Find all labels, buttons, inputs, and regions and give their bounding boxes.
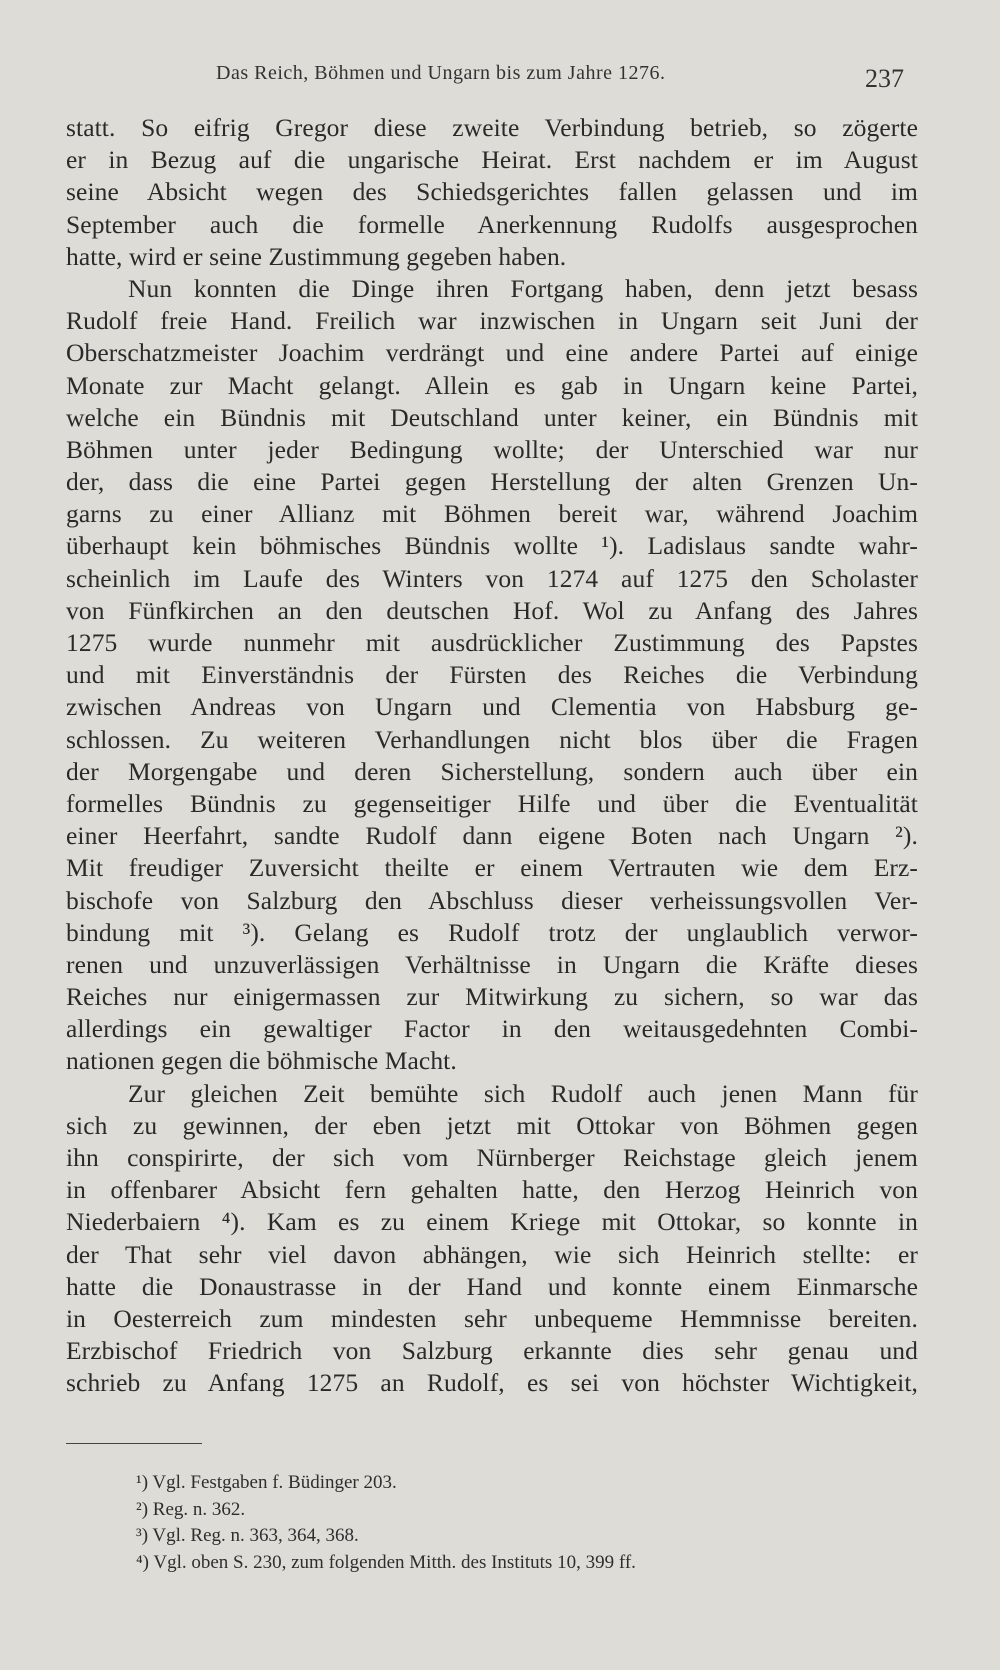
text-line: Nun konnten die Dinge ihren Fortgang haben, denn jetzt besass bbox=[128, 273, 918, 303]
text-line: bischofe von Salzburg den Abschluss dieser verheissungsvollen Ver- bbox=[66, 885, 918, 915]
page-number: 237 bbox=[865, 64, 904, 93]
text-line: zwischen Andreas von Ungarn und Clementia von Habsburg ge- bbox=[66, 692, 918, 722]
text-line: in offenbarer Absicht fern gehalten hatte, den Herzog Heinrich von bbox=[66, 1175, 918, 1205]
footnote-divider bbox=[66, 1443, 202, 1444]
footnote-1: ¹) Vgl. Festgaben f. Büdinger 203. bbox=[136, 1472, 397, 1493]
text-line: hatte die Donaustrasse in der Hand und konnte einem Einmarsche bbox=[66, 1271, 918, 1301]
text-line: einer Heerfahrt, sandte Rudolf dann eigene Boten nach Ungarn ²). bbox=[66, 821, 918, 851]
text-line: Zur gleichen Zeit bemühte sich Rudolf auch jenen Mann für bbox=[128, 1078, 918, 1108]
text-line: Rudolf freie Hand. Freilich war inzwischen in Ungarn seit Juni der bbox=[66, 306, 918, 336]
text-line: in Oesterreich zum mindesten sehr unbequeme Hemmnisse bereiten. bbox=[66, 1303, 918, 1333]
text-line: überhaupt kein böhmisches Bündnis wollte ¹). Ladislaus sandte wahr- bbox=[66, 531, 918, 561]
text-line: der, dass die eine Partei gegen Herstellung der alten Grenzen Un- bbox=[66, 467, 918, 497]
body-text bbox=[66, 112, 918, 1400]
text-line: statt. So eifrig Gregor diese zweite Verbindung betrieb, so zögerte bbox=[66, 113, 918, 142]
text-line: bindung mit ³). Gelang es Rudolf trotz der unglaublich verwor- bbox=[66, 917, 918, 947]
text-line: ihn conspirirte, der sich vom Nürnberger Reichstage gleich jenem bbox=[66, 1143, 918, 1172]
text-line: renen und unzuverlässigen Verhältnisse in Ungarn die Kräfte dieses bbox=[66, 949, 918, 979]
footnote-2: ²) Reg. n. 362. bbox=[136, 1498, 246, 1520]
page-header bbox=[66, 62, 918, 92]
text-line: der That sehr viel davon abhängen, wie sich Heinrich stellte: er bbox=[66, 1239, 918, 1269]
text-line: garns zu einer Allianz mit Böhmen bereit war, während Joachim bbox=[66, 499, 918, 529]
text-line: formelles Bündnis zu gegenseitiger Hilfe und über die Eventualität bbox=[66, 788, 918, 818]
text-line: seine Absicht wegen des Schiedsgerichtes fallen gelassen und im bbox=[66, 177, 918, 207]
text-line: Niederbaiern ⁴). Kam es zu einem Kriege mit Ottokar, so konnte in bbox=[66, 1207, 918, 1237]
text-line: er in Bezug auf die ungarische Heirat. Erst nachdem er im August bbox=[66, 145, 918, 175]
text-line: der Morgengabe und deren Sicherstellung, sondern auch über ein bbox=[66, 756, 918, 786]
footnotes bbox=[136, 1470, 896, 1576]
text-line: September auch die formelle Anerkennung Rudolfs ausgesprochen bbox=[66, 209, 918, 239]
text-line: nationen gegen die böhmische Macht. bbox=[66, 1046, 457, 1076]
text-line: Oberschatzmeister Joachim verdrängt und eine andere Partei auf einige bbox=[66, 338, 918, 368]
text-line: und mit Einverständnis der Fürsten des Reiches die Verbindung bbox=[66, 660, 918, 690]
text-line: welche ein Bündnis mit Deutschland unter keiner, ein Bündnis mit bbox=[66, 402, 918, 432]
text-line: Reiches nur einigermassen zur Mitwirkung zu sichern, so war das bbox=[66, 982, 918, 1012]
footnote-4: ⁴) Vgl. oben S. 230, zum folgenden Mitth. des Instituts 10, 399 ff. bbox=[136, 1551, 636, 1573]
text-line: sich zu gewinnen, der eben jetzt mit Ottokar von Böhmen gegen bbox=[66, 1110, 918, 1140]
text-line: Böhmen unter jeder Bedingung wollte; der Unterschied war nur bbox=[66, 434, 918, 464]
text-line: von Fünfkirchen an den deutschen Hof. Wol zu Anfang des Jahres bbox=[66, 595, 918, 625]
text-line: 1275 wurde nunmehr mit ausdrücklicher Zustimmung des Papstes bbox=[66, 628, 918, 657]
text-line: scheinlich im Laufe des Winters von 1274 auf 1275 den Scholaster bbox=[66, 563, 918, 593]
footnote-3: ³) Vgl. Reg. n. 363, 364, 368. bbox=[136, 1525, 359, 1546]
text-line: Erzbischof Friedrich von Salzburg erkannte dies sehr genau und bbox=[66, 1336, 918, 1366]
text-line: schlossen. Zu weiteren Verhandlungen nicht blos über die Fragen bbox=[66, 724, 918, 754]
text-line: allerdings ein gewaltiger Factor in den weitausgedehnten Combi- bbox=[66, 1014, 918, 1044]
text-line: schrieb zu Anfang 1275 an Rudolf, es sei von höchster Wichtigkeit, bbox=[66, 1368, 918, 1398]
text-line: Mit freudiger Zuversicht theilte er einem Vertrauten wie dem Erz- bbox=[66, 853, 918, 883]
text-line: Monate zur Macht gelangt. Allein es gab in Ungarn keine Partei, bbox=[66, 370, 918, 400]
text-line: hatte, wird er seine Zustimmung gegeben haben. bbox=[66, 241, 567, 271]
running-title: Das Reich, Böhmen und Ungarn bis zum Jahre 1276. bbox=[216, 62, 666, 84]
